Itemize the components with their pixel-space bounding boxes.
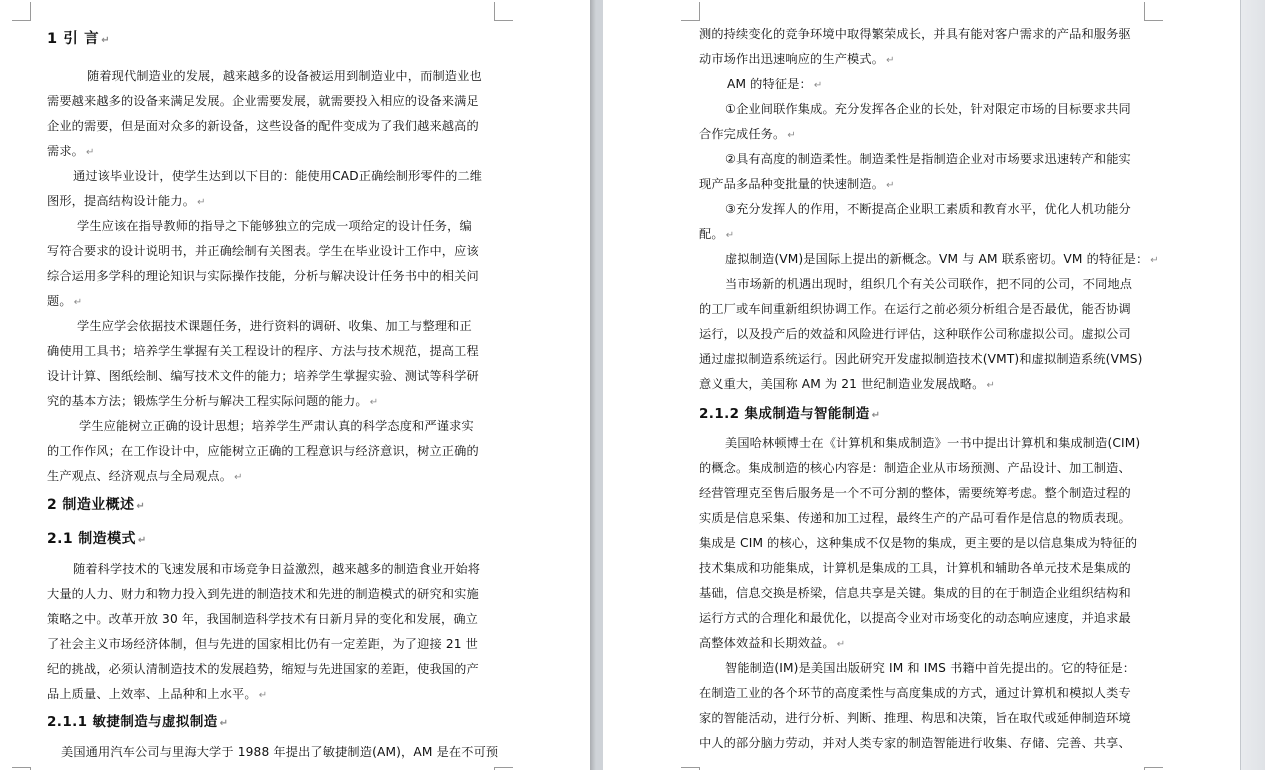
paragraph-line[interactable]: 虚拟制造(VM)是国际上提出的新概念。VM 与 AM 联系密切。VM 的特征是： ↵ bbox=[725, 252, 1159, 266]
paragraph-line[interactable]: 意义重大，美国称 AM 为 21 世纪制造业发展战略。 ↵ bbox=[699, 377, 996, 391]
paragraph-line[interactable]: 的概念。集成制造的核心内容是：制造企业从市场预测、产品设计、加工制造、 bbox=[699, 461, 1131, 475]
paragraph-line[interactable]: 设计计算、图纸绘制、编写技术文件的能力；培养学生掌握实验、测试等科学研 bbox=[47, 369, 479, 383]
paragraph-line[interactable]: 家的智能活动，进行分析、判断、推理、构思和决策，旨在取代或延伸制造环境 bbox=[699, 711, 1131, 725]
paragraph-line[interactable]: 中人的部分脑力劳动，并对人类专家的制造智能进行收集、存储、完善、共享、 bbox=[699, 736, 1131, 750]
margin-corner-mark bbox=[494, 2, 513, 21]
paragraph-line[interactable]: 随着科学技术的飞速发展和市场竞争日益激烈，越来越多的制造食业开始将 bbox=[73, 562, 481, 576]
heading-introduction[interactable]: 1 引 言 ↵ bbox=[47, 31, 111, 47]
paragraph-line[interactable]: 需要越来越多的设备来满足发展。企业需要发展，就需要投入相应的设备来满足 bbox=[47, 94, 479, 108]
margin-corner-mark bbox=[12, 2, 31, 21]
paragraph-line[interactable]: 现产品多品种变批量的快速制造。 ↵ bbox=[699, 177, 895, 191]
paragraph-line[interactable]: 的工作作风；在工作设计中，应能树立正确的工程意识与经济意识，树立正确的 bbox=[47, 444, 479, 458]
paragraph-line[interactable]: 高整体效益和长期效益。 ↵ bbox=[699, 636, 846, 650]
paragraph-line[interactable]: 通过虚拟制造系统运行。因此研究开发虚拟制造技术(VMT)和虚拟制造系统(VMS) bbox=[699, 352, 1143, 366]
paragraph-line[interactable]: 策略之中。改革开放 30 年，我国制造科学技术有日新月异的变化和发展，确立 bbox=[47, 612, 478, 626]
paragraph-line[interactable]: 学生应能树立正确的设计思想；培养学生严肃认真的科学态度和严谨求实 bbox=[79, 419, 474, 433]
paragraph-line[interactable]: 动市场作出迅速响应的生产模式。 ↵ bbox=[699, 52, 895, 66]
paragraph-line[interactable]: 学生应该在指导教师的指导之下能够独立的完成一项给定的设计任务，编 bbox=[77, 219, 472, 233]
paragraph-line[interactable]: ①企业间联作集成。充分发挥各企业的长处，针对限定市场的目标要求共同 bbox=[725, 102, 1131, 116]
paragraph-line[interactable]: 技术集成和功能集成，计算机是集成的工具，计算机和辅助各单元技术是集成的 bbox=[699, 561, 1131, 575]
paragraph-line[interactable]: 题。 ↵ bbox=[47, 294, 83, 308]
paragraph-line[interactable]: 图形，提高结构设计能力。 ↵ bbox=[47, 194, 206, 208]
paragraph-line[interactable]: 企业的需要，但是面对众多的新设备，这些设备的配件变成为了我们越来越高的 bbox=[47, 119, 479, 133]
paragraph-line[interactable]: 在制造工业的各个环节的高度柔性与高度集成的方式，通过计算机和模拟人类专 bbox=[699, 686, 1131, 700]
paragraph-line[interactable]: 学生应学会依据技术课题任务，进行资料的调研、收集、加工与整理和正 bbox=[77, 319, 472, 333]
paragraph-line[interactable]: 的工厂或车间重新组织协调工作。在运行之前必须分析组合是否最优，能否协调 bbox=[699, 302, 1131, 316]
paragraph-line[interactable]: 集成是 CIM 的核心，这种集成不仅是物的集成，更主要的是以信息集成为特征的 bbox=[699, 536, 1138, 550]
paragraph-line[interactable]: 合作完成任务。 ↵ bbox=[699, 127, 796, 141]
paragraph-line[interactable]: 测的持续变化的竞争环境中取得繁荣成长，并具有能对客户需求的产品和服务驱 bbox=[699, 27, 1131, 41]
page-gap-shadow bbox=[590, 0, 596, 770]
paragraph-line[interactable]: 纪的挑战，必须认清制造技术的发展趋势，缩短与先进国家的差距，使我国的产 bbox=[47, 662, 479, 676]
paragraph-line[interactable]: 通过该毕业设计，使学生达到以下目的：能使用CAD正确绘制形零件的二维 bbox=[73, 169, 483, 183]
document-page-right[interactable] bbox=[603, 0, 1240, 770]
heading-manufacturing-overview[interactable]: 2 制造业概述 ↵ bbox=[47, 497, 146, 513]
paragraph-line[interactable]: 实质是信息采集、传递和加工过程，最终生产的产品可看作是信息的物质表现。 bbox=[699, 511, 1131, 525]
paragraph-line[interactable]: 综合运用多学科的理论知识与实际操作技能，分析与解决设计任务书中的相关问 bbox=[47, 269, 479, 283]
heading-agile-virtual-manufacturing[interactable]: 2.1.1 敏捷制造与虚拟制造 ↵ bbox=[47, 714, 229, 730]
paragraph-line[interactable]: 了社会主义市场经济体制，但与先进的国家相比仍有一定差距，为了迎接 21 世 bbox=[47, 637, 478, 651]
margin-corner-mark bbox=[1144, 2, 1163, 21]
paragraph-line[interactable]: 智能制造(IM)是美国出版研究 IM 和 IMS 书籍中首先提出的。它的特征是： bbox=[725, 661, 1136, 675]
paragraph-line[interactable]: ③充分发挥人的作用，不断提高企业职工素质和教育水平，优化人机功能分 bbox=[725, 202, 1131, 216]
paragraph-line[interactable]: 美国通用汽车公司与里海大学于 1988 年提出了敏捷制造(AM)，AM 是在不可预 bbox=[61, 745, 499, 759]
paragraph-line[interactable]: 写符合要求的设计说明书，并正确绘制有关图表。学生在毕业设计工作中，应该 bbox=[47, 244, 479, 258]
paragraph-line[interactable]: 基础，信息交换是桥梁，信息共享是关键。集成的目的在于制造企业组织结构和 bbox=[699, 586, 1131, 600]
margin-corner-mark bbox=[681, 2, 700, 21]
heading-integrated-intelligent-manufacturing[interactable]: 2.1.2 集成制造与智能制造 ↵ bbox=[699, 406, 881, 422]
paragraph-line[interactable]: 确使用工具书；培养学生掌握有关工程设计的程序、方法与技术规范，提高工程 bbox=[47, 344, 479, 358]
paragraph-line[interactable]: 生产观点、经济观点与全局观点。 ↵ bbox=[47, 469, 243, 483]
paragraph-line[interactable]: 经营管理克至售后服务是一个不可分割的整体，需要统筹考虑。整个制造过程的 bbox=[699, 486, 1131, 500]
paragraph-line[interactable]: 需求。 ↵ bbox=[47, 144, 95, 158]
paragraph-line[interactable]: AM 的特征是： ↵ bbox=[727, 77, 823, 91]
paragraph-line[interactable]: 运行，以及投产后的效益和风险进行评估，这种联作公司称虚拟公司。虚拟公司 bbox=[699, 327, 1131, 341]
paragraph-line[interactable]: 当市场新的机遇出现时，组织几个有关公司联作，把不同的公司，不同地点 bbox=[725, 277, 1133, 291]
workspace-right-edge bbox=[1240, 0, 1265, 770]
heading-manufacturing-modes[interactable]: 2.1 制造模式 ↵ bbox=[47, 531, 147, 547]
paragraph-line[interactable]: 品上质量、上效率、上品种和上水平。 ↵ bbox=[47, 687, 268, 701]
paragraph-line[interactable]: 美国哈林顿博士在《计算机和集成制造》一书中提出计算机和集成制造(CIM) bbox=[725, 436, 1141, 450]
document-page-left[interactable] bbox=[0, 0, 590, 770]
paragraph-line[interactable]: ②具有高度的制造柔性。制造柔性是指制造企业对市场要求迅速转产和能实 bbox=[725, 152, 1131, 166]
paragraph-line[interactable]: 究的基本方法；锻炼学生分析与解决工程实际问题的能力。 ↵ bbox=[47, 394, 379, 408]
paragraph-line[interactable]: 随着现代制造业的发展，越来越多的设备被运用到制造业中，而制造业也 bbox=[87, 69, 482, 83]
paragraph-line[interactable]: 配。 ↵ bbox=[699, 227, 735, 241]
paragraph-line[interactable]: 运行方式的合理化和最优化，以提高令业对市场变化的动态响应速度，并追求最 bbox=[699, 611, 1131, 625]
paragraph-line[interactable]: 大量的人力、财力和物力投入到先进的制造技术和先进的制造模式的研究和实施 bbox=[47, 587, 479, 601]
